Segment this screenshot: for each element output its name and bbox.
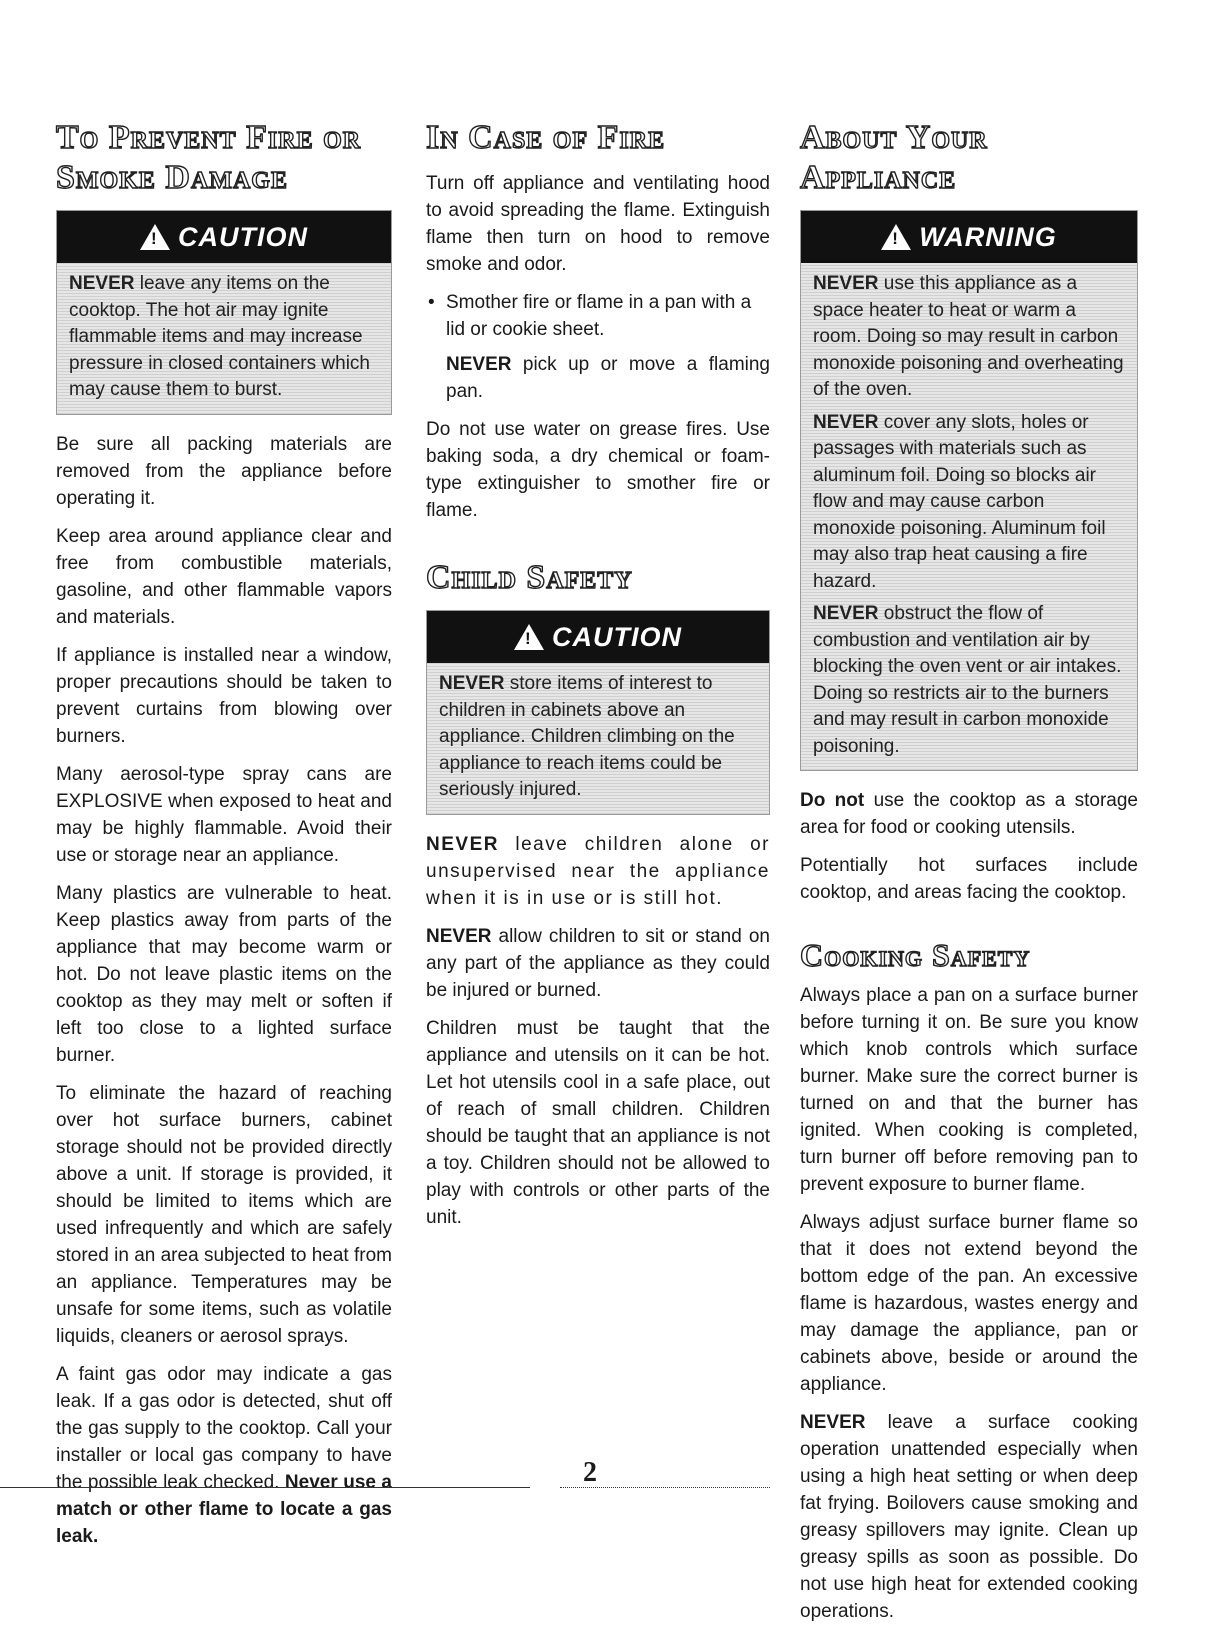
paragraph-text: pick up or move a flaming pan. bbox=[446, 354, 770, 402]
caution-banner bbox=[427, 611, 769, 663]
never-label: NEVER bbox=[813, 273, 879, 294]
paragraph: Many plastics are vulnerable to heat. Keep plastics away from parts of the appliance that may become warm or hot. Do not leave plastic items on the cooktop as they may melt or soften if left too close to a lighted surface burner. bbox=[56, 882, 392, 1066]
caution-label: CAUTION bbox=[552, 621, 682, 652]
never-label: NEVER bbox=[813, 603, 879, 624]
caution-banner bbox=[57, 211, 391, 263]
footer-rule bbox=[560, 1487, 770, 1488]
paragraph-text: leave a surface cooking operation unattended especially when using a high heat setting or when deep fat frying. Boilovers cause smoking and greasy spillovers may ignite. Clean up greasy spills as soon as possible. Do not use high heat for extended cooking operations. bbox=[800, 1412, 1138, 1622]
warning-text bbox=[801, 263, 1137, 770]
warning-body: obstruct the flow of combustion and ventilation air by blocking the oven vent or air intakes. Doing so restricts air to the burners and may result in carbon monoxide poisoning. bbox=[813, 603, 1122, 757]
warning-triangle-icon bbox=[514, 624, 544, 650]
page-number: 2 bbox=[583, 1457, 597, 1488]
never-label: NEVER bbox=[439, 673, 505, 694]
heading-cooking-safety: Cooking Safety bbox=[800, 937, 1031, 973]
paragraph bbox=[426, 831, 770, 912]
paragraph bbox=[56, 1361, 392, 1550]
never-label: NEVER bbox=[813, 411, 879, 433]
caution-box bbox=[426, 610, 770, 815]
paragraph-text: leave children alone or unsupervised near the appliance when it is in use or is still hot. bbox=[426, 833, 770, 909]
paragraph: Do not use water on grease fires. Use baking soda, a dry chemical or foam-type extinguisher to smother fire or flame. bbox=[426, 419, 770, 521]
footer-rule bbox=[0, 1487, 530, 1488]
heading-line: About Your bbox=[800, 119, 988, 156]
heading-child-safety: Child Safety bbox=[426, 559, 633, 596]
heading-in-case-of-fire: In Case of Fire bbox=[426, 119, 666, 156]
column-appliance-cooking bbox=[800, 118, 1138, 1636]
warning-triangle-icon bbox=[140, 224, 170, 250]
paragraph: Potentially hot surfaces include cooktop, and areas facing the cooktop. bbox=[800, 855, 1138, 903]
never-label: NEVER bbox=[446, 354, 512, 375]
bullet-list bbox=[426, 289, 770, 343]
warning-body: cover any slots, holes or passages with materials such as aluminum foil. Doing so blocks air flow and may cause carbon monoxide poisoning. Aluminum foil may also trap heat causing a fire hazard. bbox=[813, 411, 1106, 592]
heading-line: To Prevent Fire or bbox=[56, 119, 362, 156]
paragraph bbox=[800, 787, 1138, 841]
warning-triangle-icon bbox=[881, 224, 911, 250]
caution-text bbox=[57, 263, 391, 414]
never-label: NEVER bbox=[800, 1412, 866, 1433]
heading-about-appliance bbox=[800, 118, 1138, 198]
warning-item bbox=[813, 601, 1127, 760]
paragraph bbox=[426, 351, 770, 405]
warning-body: use this appliance as a space heater to heat or warm a room. Doing so may result in carbon monoxide poisoning and overheating of the oven. bbox=[813, 273, 1124, 400]
paragraph bbox=[800, 1409, 1138, 1625]
warning-banner bbox=[801, 211, 1137, 263]
caution-box bbox=[56, 210, 392, 415]
warning-label: WARNING bbox=[919, 221, 1057, 252]
never-label: NEVER bbox=[426, 925, 492, 947]
heading-line: Smoke Damage bbox=[56, 159, 288, 196]
paragraph-text: A faint gas odor may indicate a gas leak. If a gas odor is detected, shut off the gas supply to the cooktop. Call your installer or local gas company to have the possible leak checked. bbox=[56, 1363, 392, 1493]
warning-item bbox=[813, 271, 1127, 404]
caution-text bbox=[427, 663, 769, 814]
heading-prevent-fire bbox=[56, 118, 392, 198]
paragraph: Turn off appliance and ventilating hood to avoid spreading the flame. Extinguish flame then turn on hood to remove smoke and odor. bbox=[426, 173, 770, 275]
never-label: NEVER bbox=[69, 273, 135, 294]
column-fire-child-safety bbox=[426, 118, 770, 1242]
paragraph-bold: Never use a match or other flame to locate a gas leak. bbox=[56, 1471, 392, 1547]
paragraph-bold: Do not bbox=[800, 790, 865, 811]
column-fire-prevention bbox=[56, 118, 392, 1561]
paragraph: Keep area around appliance clear and free from combustible materials, gasoline, and other flammable vapors and materials. bbox=[56, 525, 392, 628]
paragraph: Many aerosol-type spray cans are EXPLOSIVE when exposed to heat and may be highly flammable. Avoid their use or storage near an appliance. bbox=[56, 763, 392, 866]
never-label: NEVER bbox=[426, 833, 499, 855]
warning-item bbox=[813, 410, 1127, 596]
paragraph-text: use the cooktop as a storage area for food or cooking utensils. bbox=[800, 790, 1138, 838]
list-item: • Smother fire or flame in a pan with a lid or cookie sheet. bbox=[426, 289, 770, 343]
paragraph: Always adjust surface burner flame so that it does not extend beyond the bottom edge of the pan. An excessive flame is hazardous, wastes energy and may damage the appliance, pan or cabinets above, beside or around the appliance. bbox=[800, 1212, 1138, 1395]
paragraph: To eliminate the hazard of reaching over hot surface burners, cabinet storage should not be provided directly above a unit. If storage is provided, it should be limited to items which are used infrequently and which are safely stored in an area subjected to heat from an appliance. Temperatures may be unsafe for some items, such as volatile liquids, cleaners or aerosol sprays. bbox=[56, 1082, 392, 1347]
warning-box bbox=[800, 210, 1138, 771]
paragraph: Be sure all packing materials are removed from the appliance before operating it. bbox=[56, 433, 392, 509]
caution-body: store items of interest to children in cabinets above an appliance. Children climbing on the appliance to reach items could be seriously injured. bbox=[439, 673, 735, 800]
heading-line: Appliance bbox=[800, 159, 957, 196]
paragraph: Children must be taught that the appliance and utensils on it can be hot. Let hot utensils cool in a safe place, out of reach of small children. Children should be taught that an appliance is not a toy. Children should not be allowed to play with controls or other parts of the unit. bbox=[426, 1017, 770, 1228]
caution-body: leave any items on the cooktop. The hot air may ignite flammable items and may increase pressure in closed containers which may cause them to burst. bbox=[69, 273, 370, 400]
caution-label: CAUTION bbox=[178, 221, 308, 252]
paragraph bbox=[426, 923, 770, 1004]
paragraph-text: allow children to sit or stand on any part of the appliance as they could be injured or burned. bbox=[426, 925, 770, 1001]
paragraph: Always place a pan on a surface burner before turning it on. Be sure you know which knob controls which surface burner. Make sure the correct burner is turned on and that the burner has ignited. When cooking is completed, turn burner off before removing pan to prevent exposure to burner flame. bbox=[800, 985, 1138, 1195]
paragraph: If appliance is installed near a window, proper precautions should be taken to prevent curtains from blowing over burners. bbox=[56, 644, 392, 747]
